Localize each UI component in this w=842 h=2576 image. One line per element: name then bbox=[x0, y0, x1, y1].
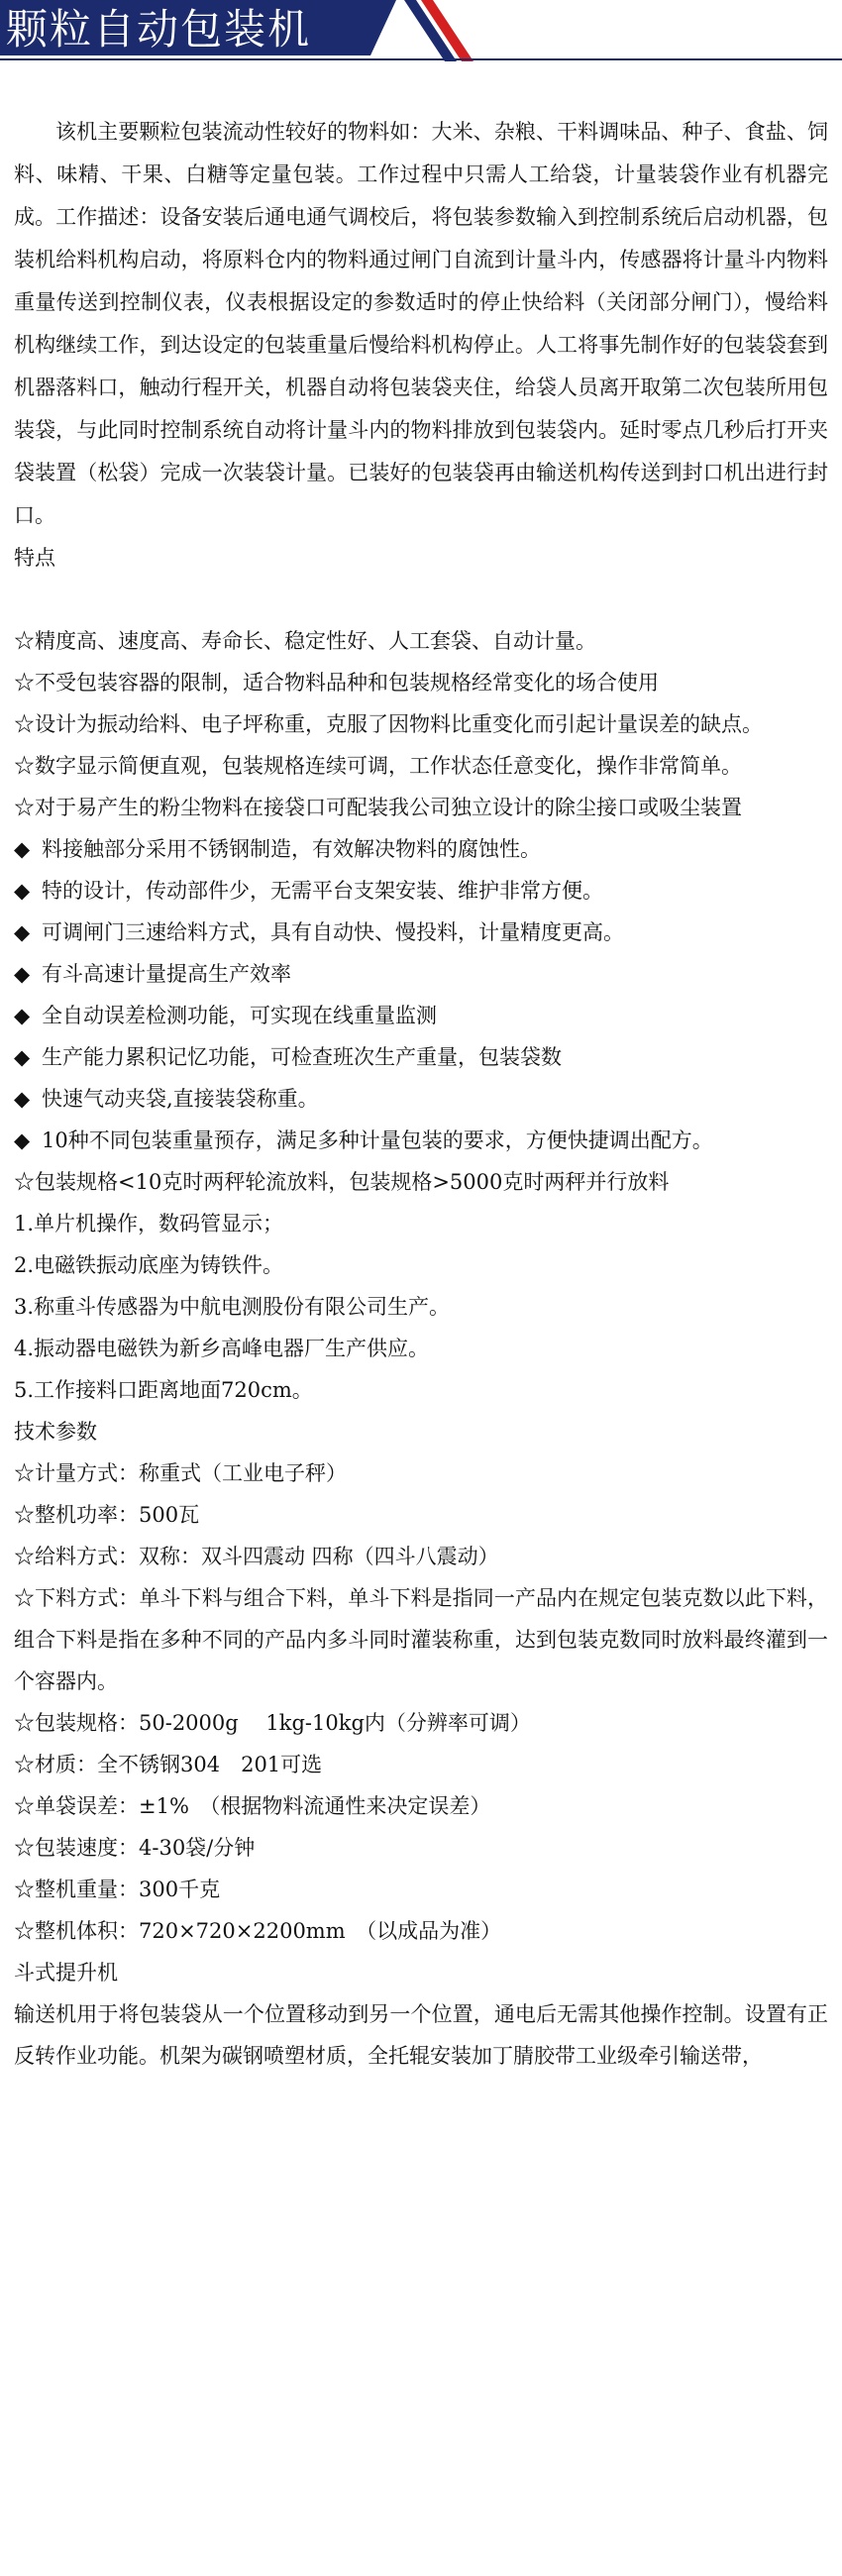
feature-item: ☆精度高、速度高、寿命长、稳定性好、人工套袋、自动计量。 bbox=[14, 629, 596, 653]
conveyor-paragraph: 输送机用于将包装袋从一个位置移动到另一个位置，通电后无需其他操作控制。设置有正反转作业功能。机架为碳钢喷塑材质，全托辊安装加丁腈胶带工业级牵引输送带， bbox=[14, 2002, 828, 2068]
tech-item: ☆包装规格：50-2000g 1kg-10kg内（分辨率可调） bbox=[14, 1711, 531, 1735]
page-title: 颗粒自动包装机 bbox=[6, 5, 312, 54]
diamond-bullet-icon: ◆ bbox=[14, 879, 31, 903]
features-heading: 特点 bbox=[14, 546, 55, 570]
diamond-bullet-icon: ◆ bbox=[14, 1128, 31, 1152]
diamond-bullet-icon: ◆ bbox=[14, 1004, 31, 1027]
conveyor-heading: 斗式提升机 bbox=[14, 1961, 118, 1985]
header-band bbox=[0, 0, 842, 61]
tech-list bbox=[14, 1452, 828, 1952]
diamond-bullet-icon: ◆ bbox=[14, 837, 31, 861]
diamond-item bbox=[14, 828, 828, 870]
tech-item: ☆整机功率：500瓦 bbox=[14, 1503, 200, 1527]
tech-item: ☆给料方式：双称：双斗四震动 四称（四斗八震动） bbox=[14, 1545, 499, 1568]
diamond-item-text: 有斗高速计量提高生产效率 bbox=[42, 962, 291, 986]
numbered-item: 1.单片机操作，数码管显示； bbox=[14, 1212, 284, 1235]
features-list bbox=[14, 620, 828, 828]
feature-item: ☆不受包装容器的限制，适合物料品种和包装规格经常变化的场合使用 bbox=[14, 671, 659, 695]
intro-paragraph: 该机主要颗粒包装流动性较好的物料如：大米、杂粮、干料调味品、种子、食盐、饲料、味精、干果、白糖等定量包装。工作过程中只需人工给袋，计量装袋作业有机器完成。工作描述：设备安装后通电通气调校后，将包装参数输入到控制系统后启动机器，包装机给料机构启动，将原料仓内的物料通过闸门自流到计量斗内，传感器将计量斗内物料重量传送到控制仪表，仪表根据设定的参数适时的停止快给料（关闭部分闸门），慢给料机构继续工作，到达设定的包装重量后慢给料机构停止。人工将事先制作好的包装袋套到机器落料口，触动行程开关，机器自动将包装袋夹住，给袋人员离开取第二次包装所用包装袋，与此同时控制系统自动将计量斗内的物料排放到包装袋内。延时零点几秒后打开夹袋装置（松袋）完成一次装袋计量。已装好的包装袋再由输送机构传送到封口机出进行封口。 bbox=[14, 120, 828, 527]
tech-item: ☆包装速度：4-30袋/分钟 bbox=[14, 1836, 256, 1860]
spacer bbox=[14, 579, 828, 620]
diamond-bullet-icon: ◆ bbox=[14, 1045, 31, 1069]
tech-item: ☆整机重量：300千克 bbox=[14, 1878, 221, 1901]
diamond-item bbox=[14, 1120, 828, 1161]
feature-item: ☆数字显示简便直观，包装规格连续可调，工作状态任意变化，操作非常简单。 bbox=[14, 754, 742, 778]
feature-item: ☆对于易产生的粉尘物料在接袋口可配装我公司独立设计的除尘接口或吸尘装置 bbox=[14, 796, 742, 819]
tech-heading: 技术参数 bbox=[14, 1420, 97, 1444]
diamond-item-text: 快速气动夹袋,直接装袋称重。 bbox=[42, 1087, 319, 1111]
diamond-item bbox=[14, 912, 828, 953]
tech-item: ☆整机体积：720×720×2200mm （以成品为准） bbox=[14, 1919, 502, 1943]
diamond-item bbox=[14, 870, 828, 912]
diamond-item-text: 10种不同包装重量预存，满足多种计量包装的要求，方便快捷调出配方。 bbox=[42, 1128, 713, 1152]
diamond-item-text: 料接触部分采用不锈钢制造，有效解决物料的腐蚀性。 bbox=[42, 837, 541, 861]
numbered-item: 5.工作接料口距离地面720cm。 bbox=[14, 1378, 313, 1402]
numbered-item: 4.振动器电磁铁为新乡高峰电器厂生产供应。 bbox=[14, 1337, 430, 1360]
numbered-item: 3.称重斗传感器为中航电测股份有限公司生产。 bbox=[14, 1295, 451, 1319]
diamond-item-text: 生产能力累积记忆功能，可检查班次生产重量，包装袋数 bbox=[42, 1045, 562, 1069]
numbered-item: 2.电磁铁振动底座为铸铁件。 bbox=[14, 1253, 284, 1277]
diamond-bullet-icon: ◆ bbox=[14, 1087, 31, 1111]
numbered-list bbox=[14, 1203, 828, 1411]
tech-item: ☆材质：全不锈钢304 201可选 bbox=[14, 1753, 323, 1776]
diamond-item bbox=[14, 1036, 828, 1078]
diamond-bullet-icon: ◆ bbox=[14, 920, 31, 944]
diamond-item-text: 特的设计，传动部件少，无需平台支架安装、维护非常方便。 bbox=[42, 879, 603, 903]
diamond-bullet-icon: ◆ bbox=[14, 962, 31, 986]
diamond-item-text: 可调闸门三速给料方式，具有自动快、慢投料，计量精度更高。 bbox=[42, 920, 624, 944]
tech-item: ☆单袋误差：±1% （根据物料流通性来决定误差） bbox=[14, 1794, 491, 1818]
diamond-item bbox=[14, 953, 828, 995]
diamond-list bbox=[14, 828, 828, 1161]
tech-item: ☆下料方式：单斗下料与组合下料，单斗下料是指同一产品内在规定包装克数以此下料，组合下料是指在多种不同的产品内多斗同时灌装称重，达到包装克数同时放料最终灌到一个容器内。 bbox=[14, 1586, 828, 1693]
tech-item: ☆计量方式：称重式（工业电子秤） bbox=[14, 1461, 347, 1485]
diamond-item bbox=[14, 995, 828, 1036]
feature-item: ☆设计为振动给料、电子坪称重，克服了因物料比重变化而引起计量误差的缺点。 bbox=[14, 712, 763, 736]
diamond-item-text: 全自动误差检测功能，可实现在线重量监测 bbox=[42, 1004, 437, 1027]
document-body bbox=[14, 111, 828, 2077]
spec-line: ☆包装规格<10克时两秤轮流放料，包装规格>5000克时两秤并行放料 bbox=[14, 1170, 670, 1194]
diamond-item bbox=[14, 1078, 828, 1120]
